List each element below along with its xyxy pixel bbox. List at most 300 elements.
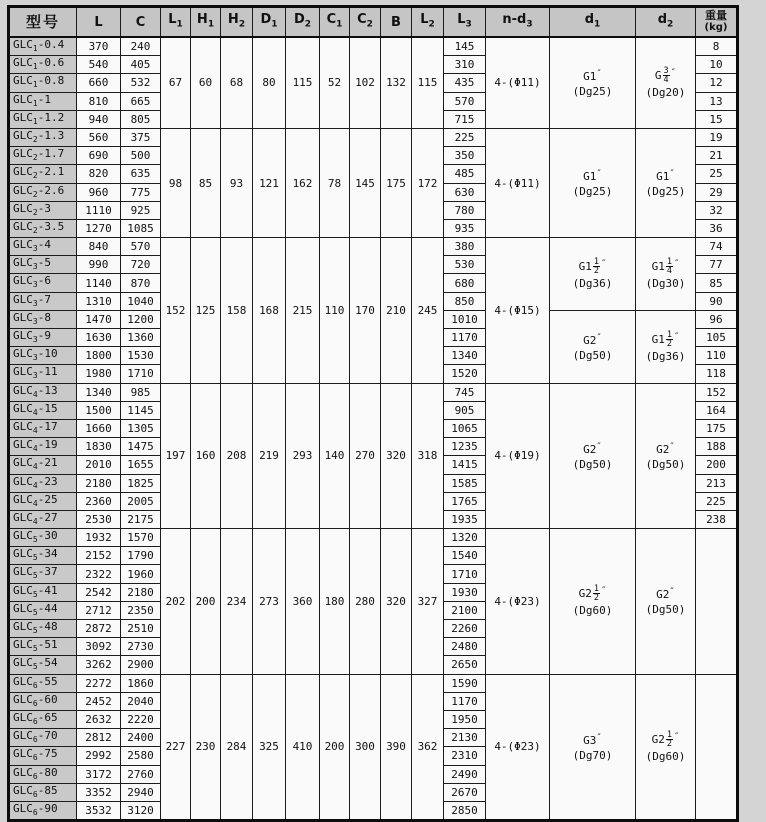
cell-weight: 29 [696, 183, 738, 201]
pipe-dg-label: (Dg20) [645, 85, 686, 99]
cell-L3: 1585 [444, 474, 486, 492]
model-subscript: 1 [32, 80, 38, 90]
inch-mark: ″ [596, 68, 602, 79]
pipe-dg-label: (Dg50) [645, 603, 686, 617]
cell-L: 3532 [77, 801, 121, 820]
cell-C: 635 [121, 165, 161, 183]
column-header-D2: $D_2$ [286, 7, 320, 38]
column-header-H1: $H_1$ [191, 7, 221, 38]
pipe-dg-label: (Dg25) [572, 84, 613, 98]
inch-mark: ″ [673, 258, 680, 269]
header-subscript: 1 [176, 19, 183, 30]
model-cell: $GLC_2-2.6$ [9, 183, 77, 201]
column-header-L2: $L_2$ [412, 7, 444, 38]
pipe-size-prefix: G1 [578, 259, 592, 273]
header-row [9, 7, 738, 38]
pipe-size-fraction [593, 585, 600, 602]
model-subscript: 2 [32, 153, 38, 163]
merged-cell-D1: 325 [253, 674, 286, 821]
merged-cell-B: 320 [381, 529, 412, 675]
cell-n-d3: 4-(Φ11) [486, 37, 550, 128]
fraction-numerator: 3 [663, 65, 669, 76]
model-subscript: 5 [32, 571, 38, 581]
merged-cell-C2: 300 [350, 674, 381, 821]
cell-L: 1310 [77, 292, 121, 310]
inch-mark: ″ [600, 586, 607, 597]
cell-weight: 90 [696, 292, 738, 310]
merged-cell-H2: 234 [221, 529, 253, 675]
header-subscript: 1 [336, 19, 343, 30]
model-cell: $GLC_3-8$ [9, 310, 77, 328]
model-subscript: 5 [32, 644, 38, 654]
fraction-numerator: 1 [666, 329, 672, 340]
cell-L3: 2650 [444, 656, 486, 674]
pipe-size-prefix: G1 [583, 170, 597, 183]
cell-C: 570 [121, 238, 161, 256]
inch-mark: ″ [669, 441, 675, 452]
cell-C: 2005 [121, 492, 161, 510]
cell-L: 1800 [77, 347, 121, 365]
merged-cell-B: 175 [381, 128, 412, 237]
fraction-numerator: 1 [593, 584, 599, 595]
pipe-size-prefix: G1 [656, 170, 670, 183]
header-subscript: 3 [526, 19, 533, 30]
cell-C: 532 [121, 74, 161, 92]
fraction-denominator: 2 [593, 265, 599, 276]
cell-L: 810 [77, 92, 121, 110]
cell-L: 940 [77, 110, 121, 128]
cell-d1 [550, 529, 636, 675]
cell-L: 2322 [77, 565, 121, 583]
cell-weight: 110 [696, 347, 738, 365]
merged-cell-H1: 85 [191, 128, 221, 237]
cell-weight: 152 [696, 383, 738, 401]
model-cell: $GLC_2-2.1$ [9, 165, 77, 183]
inch-mark: ″ [596, 441, 602, 452]
model-subscript: 6 [32, 735, 38, 745]
model-subscript: 3 [32, 244, 38, 254]
cell-L3: 1520 [444, 365, 486, 383]
model-subscript: 3 [32, 371, 38, 381]
merged-cell-C1: 110 [320, 238, 350, 384]
cell-weight: 175 [696, 419, 738, 437]
merged-cell-B: 210 [381, 238, 412, 384]
pipe-size-label [638, 586, 693, 601]
cell-C: 2350 [121, 601, 161, 619]
table-row [9, 37, 738, 56]
cell-L3: 1320 [444, 529, 486, 547]
inch-mark: ″ [669, 587, 675, 598]
pipe-size-prefix: G2 [656, 442, 670, 456]
model-subscript: 3 [32, 353, 38, 363]
model-cell: $GLC_6-70$ [9, 729, 77, 747]
cell-C: 1710 [121, 365, 161, 383]
model-cell: $GLC_3-9$ [9, 329, 77, 347]
cell-d1 [550, 238, 636, 311]
model-subscript: 5 [32, 626, 38, 636]
merged-cell-L2: 172 [412, 128, 444, 237]
cell-L3: 1930 [444, 583, 486, 601]
cell-L: 2360 [77, 492, 121, 510]
cell-L: 2272 [77, 674, 121, 692]
cell-L3: 905 [444, 401, 486, 419]
model-subscript: 6 [32, 717, 38, 727]
model-subscript: 6 [32, 771, 38, 781]
merged-cell-B: 132 [381, 37, 412, 128]
cell-weight-empty [696, 674, 738, 821]
model-cell: $GLC_3-6$ [9, 274, 77, 292]
cell-weight: 188 [696, 438, 738, 456]
pipe-size-fraction [666, 331, 673, 348]
cell-d2 [636, 383, 696, 529]
pipe-size-label [552, 168, 633, 183]
column-header-d2: $d_2$ [636, 7, 696, 38]
cell-L: 1660 [77, 419, 121, 437]
column-header-B: B [381, 7, 412, 38]
cell-L3: 1340 [444, 347, 486, 365]
model-cell: $GLC_4-21$ [9, 456, 77, 474]
column-header-C2: $C_2$ [350, 7, 381, 38]
pipe-size-prefix: G2 [651, 732, 665, 746]
cell-weight: 32 [696, 201, 738, 219]
cell-weight: 238 [696, 510, 738, 528]
merged-cell-L1: 152 [161, 238, 191, 384]
model-subscript: 5 [32, 608, 38, 617]
model-cell: $GLC_5-48$ [9, 620, 77, 638]
merged-cell-D1: 168 [253, 238, 286, 384]
cell-C: 925 [121, 201, 161, 219]
merged-cell-L2: 115 [412, 37, 444, 128]
model-cell: $GLC_6-65$ [9, 710, 77, 728]
cell-C: 1200 [121, 310, 161, 328]
model-subscript: 1 [32, 44, 38, 54]
model-cell: $GLC_6-75$ [9, 747, 77, 765]
cell-L: 1830 [77, 438, 121, 456]
merged-cell-B: 390 [381, 674, 412, 821]
cell-L3: 1590 [444, 674, 486, 692]
pipe-size-prefix: G2 [583, 442, 597, 456]
model-subscript: 3 [32, 298, 38, 308]
pipe-size-prefix: G2 [583, 333, 597, 347]
cell-L3: 1710 [444, 565, 486, 583]
cell-L3: 2670 [444, 783, 486, 801]
merged-cell-D2: 360 [286, 529, 320, 675]
cell-L: 990 [77, 256, 121, 274]
cell-L: 2632 [77, 710, 121, 728]
cell-weight: 13 [696, 92, 738, 110]
cell-L: 2812 [77, 729, 121, 747]
pipe-dg-label: (Dg60) [572, 604, 613, 618]
pipe-dg-label: (Dg60) [645, 749, 686, 763]
cell-L3: 1170 [444, 692, 486, 710]
inch-mark: ″ [670, 67, 677, 78]
fraction-numerator: 1 [666, 729, 672, 740]
pipe-size-prefix: G2 [578, 587, 592, 601]
merged-cell-C1: 140 [320, 383, 350, 529]
cell-weight-empty [696, 529, 738, 675]
merged-cell-H2: 158 [221, 238, 253, 384]
model-cell: $GLC_4-17$ [9, 419, 77, 437]
header-subscript: 2 [366, 19, 373, 30]
fraction-numerator: 1 [666, 256, 672, 267]
pipe-size-label [638, 67, 693, 84]
merged-cell-H2: 93 [221, 128, 253, 237]
model-subscript: 5 [32, 662, 38, 672]
model-subscript: 6 [32, 698, 38, 708]
cell-L3: 1540 [444, 547, 486, 565]
merged-cell-D1: 121 [253, 128, 286, 237]
merged-cell-C1: 78 [320, 128, 350, 237]
pipe-dg-label: (Dg50) [645, 457, 686, 471]
cell-C: 1475 [121, 438, 161, 456]
pipe-dg-label: (Dg70) [572, 748, 613, 762]
merged-cell-L2: 327 [412, 529, 444, 675]
cell-L: 2992 [77, 747, 121, 765]
cell-weight: 12 [696, 74, 738, 92]
cell-L: 1980 [77, 365, 121, 383]
inch-mark: ″ [673, 331, 680, 342]
model-cell: $GLC_6-55$ [9, 674, 77, 692]
cell-L3: 715 [444, 110, 486, 128]
cell-L: 3172 [77, 765, 121, 783]
model-cell: $GLC_3-7$ [9, 292, 77, 310]
cell-L: 1470 [77, 310, 121, 328]
pipe-size-label [552, 585, 633, 602]
weight-header-line2: (kg) [704, 22, 728, 33]
model-subscript: 2 [32, 207, 38, 217]
merged-cell-C2: 270 [350, 383, 381, 529]
cell-weight: 74 [696, 238, 738, 256]
cell-C: 2940 [121, 783, 161, 801]
model-subscript: 4 [32, 407, 38, 417]
cell-C: 720 [121, 256, 161, 274]
cell-L: 840 [77, 238, 121, 256]
merged-cell-C1: 180 [320, 529, 350, 675]
cell-L3: 310 [444, 56, 486, 74]
merged-cell-H1: 125 [191, 238, 221, 384]
model-cell: $GLC_2-3.5$ [9, 219, 77, 237]
model-cell: $GLC_4-27$ [9, 510, 77, 528]
cell-L: 2180 [77, 474, 121, 492]
merged-cell-H1: 230 [191, 674, 221, 821]
pipe-size-label [638, 168, 693, 183]
pipe-size-label [552, 68, 633, 83]
header-subscript: 2 [304, 19, 312, 30]
cell-C: 1305 [121, 419, 161, 437]
fraction-denominator: 2 [666, 738, 672, 749]
merged-cell-D2: 115 [286, 37, 320, 128]
cell-d1 [550, 310, 636, 383]
cell-L: 1340 [77, 383, 121, 401]
pipe-size-prefix: G3 [583, 733, 597, 747]
model-cell: $GLC_4-25$ [9, 492, 77, 510]
merged-cell-L1: 98 [161, 128, 191, 237]
cell-C: 1040 [121, 292, 161, 310]
merged-cell-L2: 362 [412, 674, 444, 821]
cell-L3: 1010 [444, 310, 486, 328]
model-subscript: 4 [32, 426, 38, 436]
cell-C: 1960 [121, 565, 161, 583]
header-subscript: 2 [238, 19, 246, 30]
pipe-dg-label: (Dg25) [645, 185, 686, 198]
merged-cell-L1: 202 [161, 529, 191, 675]
cell-L: 370 [77, 37, 121, 56]
cell-L: 690 [77, 147, 121, 165]
cell-L: 3352 [77, 783, 121, 801]
model-subscript: 6 [32, 789, 38, 799]
pipe-size-prefix: G1 [583, 69, 597, 83]
model-subscript: 4 [32, 389, 38, 399]
pipe-size-prefix: G [654, 68, 662, 82]
column-header-L3: $L_3$ [444, 7, 486, 38]
header-subscript: 1 [271, 19, 278, 30]
column-header-d1: $d_1$ [550, 7, 636, 38]
merged-cell-H2: 68 [221, 37, 253, 128]
cell-C: 1360 [121, 329, 161, 347]
model-cell: $GLC_5-41$ [9, 583, 77, 601]
cell-C: 2900 [121, 656, 161, 674]
merged-cell-B: 320 [381, 383, 412, 529]
cell-C: 2220 [121, 710, 161, 728]
table-row [9, 238, 738, 256]
cell-d2 [636, 310, 696, 383]
column-header-C1: $C_1$ [320, 7, 350, 38]
cell-L: 660 [77, 74, 121, 92]
merged-cell-L1: 197 [161, 383, 191, 529]
merged-cell-H1: 160 [191, 383, 221, 529]
merged-cell-C1: 52 [320, 37, 350, 128]
cell-weight: 118 [696, 365, 738, 383]
cell-C: 1825 [121, 474, 161, 492]
model-cell: $GLC_2-1.7$ [9, 147, 77, 165]
cell-weight: 96 [696, 310, 738, 328]
inch-mark: ″ [673, 731, 680, 742]
pipe-size-label [638, 731, 693, 748]
cell-weight: 15 [696, 110, 738, 128]
cell-L3: 145 [444, 37, 486, 56]
cell-L: 2452 [77, 692, 121, 710]
cell-d2 [636, 37, 696, 128]
cell-n-d3: 4-(Φ15) [486, 238, 550, 384]
cell-weight: 25 [696, 165, 738, 183]
cell-L: 3262 [77, 656, 121, 674]
pipe-dg-label: (Dg50) [572, 457, 613, 471]
merged-cell-D2: 410 [286, 674, 320, 821]
column-header-H2: $H_2$ [221, 7, 253, 38]
cell-C: 1530 [121, 347, 161, 365]
model-subscript: 1 [32, 116, 38, 126]
cell-C: 500 [121, 147, 161, 165]
model-cell: $GLC_1-0.4$ [9, 37, 77, 56]
pipe-dg-label: (Dg36) [572, 276, 613, 290]
cell-L3: 225 [444, 128, 486, 146]
merged-cell-C2: 102 [350, 37, 381, 128]
model-cell: $GLC_5-30$ [9, 529, 77, 547]
pipe-size-fraction [663, 67, 670, 84]
cell-weight: 10 [696, 56, 738, 74]
cell-L: 2712 [77, 601, 121, 619]
cell-C: 375 [121, 128, 161, 146]
fraction-denominator: 4 [666, 265, 672, 276]
model-subscript: 6 [32, 753, 38, 763]
merged-cell-C2: 170 [350, 238, 381, 384]
cell-weight: 36 [696, 219, 738, 237]
cell-d1 [550, 37, 636, 128]
cell-C: 2180 [121, 583, 161, 601]
cell-weight: 8 [696, 37, 738, 56]
pipe-size-prefix: G1 [651, 332, 665, 346]
weight-header-line1: 重量 [705, 9, 727, 22]
cell-d1 [550, 674, 636, 821]
cell-d2 [636, 238, 696, 311]
model-subscript: 2 [32, 171, 38, 181]
cell-L: 960 [77, 183, 121, 201]
cell-L: 1932 [77, 529, 121, 547]
merged-cell-L2: 318 [412, 383, 444, 529]
header-subscript: 3 [465, 19, 472, 30]
model-cell: $GLC_6-85$ [9, 783, 77, 801]
cell-L: 2152 [77, 547, 121, 565]
model-cell: $GLC_6-90$ [9, 801, 77, 820]
cell-C: 1570 [121, 529, 161, 547]
merged-cell-L2: 245 [412, 238, 444, 384]
cell-L3: 1235 [444, 438, 486, 456]
table-row [9, 128, 738, 146]
pipe-size-label [552, 332, 633, 347]
model-subscript: 5 [32, 553, 38, 563]
model-subscript: 4 [32, 444, 38, 454]
model-cell: $GLC_5-51$ [9, 638, 77, 656]
merged-cell-D1: 219 [253, 383, 286, 529]
cell-L3: 2490 [444, 765, 486, 783]
cell-L3: 570 [444, 92, 486, 110]
model-cell: $GLC_5-54$ [9, 656, 77, 674]
cell-C: 2510 [121, 620, 161, 638]
column-header-nd3: $n-d_3$ [486, 7, 550, 38]
model-subscript: 6 [32, 808, 38, 818]
cell-weight: 164 [696, 401, 738, 419]
model-cell: $GLC_1-0.6$ [9, 56, 77, 74]
cell-L3: 435 [444, 74, 486, 92]
pipe-size-label [638, 331, 693, 348]
cell-L3: 2310 [444, 747, 486, 765]
cell-L3: 2480 [444, 638, 486, 656]
cell-C: 1790 [121, 547, 161, 565]
inch-mark: ″ [596, 332, 602, 343]
column-header-: 型号 [9, 7, 77, 38]
pipe-dg-label: (Dg25) [572, 185, 613, 198]
cell-L: 3092 [77, 638, 121, 656]
cell-L3: 1765 [444, 492, 486, 510]
cell-C: 2175 [121, 510, 161, 528]
inch-mark: ″ [669, 169, 675, 179]
model-cell: $GLC_6-80$ [9, 765, 77, 783]
glc-specification-table [7, 5, 739, 822]
model-subscript: 2 [32, 135, 38, 145]
pipe-size-label [552, 258, 633, 275]
table-row [9, 383, 738, 401]
model-subscript: 3 [32, 262, 38, 272]
cell-L3: 630 [444, 183, 486, 201]
merged-cell-D1: 273 [253, 529, 286, 675]
model-subscript: 4 [32, 517, 38, 527]
cell-C: 2730 [121, 638, 161, 656]
pipe-dg-label: (Dg36) [645, 349, 686, 363]
model-cell: $GLC_5-34$ [9, 547, 77, 565]
cell-C: 1860 [121, 674, 161, 692]
model-cell: $GLC_2-3$ [9, 201, 77, 219]
cell-d1 [550, 383, 636, 529]
